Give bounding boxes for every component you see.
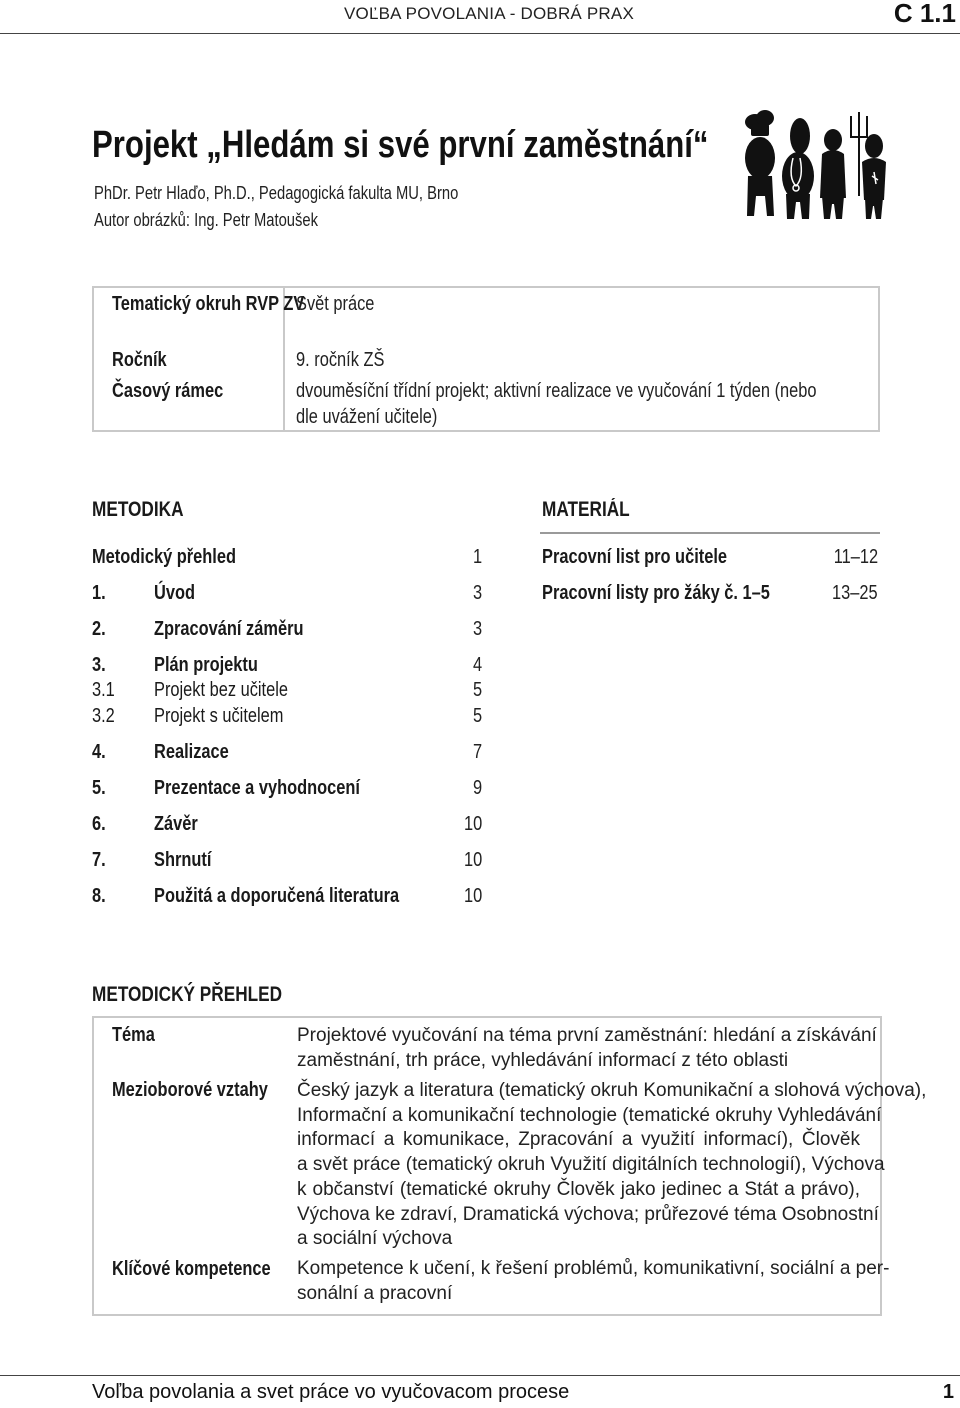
toc-item: Metodický přehled 1 — [92, 546, 482, 568]
toc-item: 6. Závěr 10 — [92, 813, 482, 835]
overview-label-topic: Téma — [112, 1024, 155, 1046]
toc-item: 7. Shrnutí 10 — [92, 849, 482, 871]
info-label-timeframe: Časový rámec — [112, 380, 224, 402]
methodology-heading: METODIKA — [92, 498, 184, 521]
toc-item: 8. Použitá a doporučená literatura 10 — [92, 885, 482, 907]
toc-subitem: 3.2 Projekt s učitelem 5 — [92, 705, 482, 727]
illustrator-line: Autor obrázků: Ing. Petr Matoušek — [94, 210, 318, 230]
overview-label-competences: Klíčové kompetence — [112, 1258, 271, 1280]
toc-subitem: 3.1 Projekt bez učitele 5 — [92, 679, 482, 701]
info-value-timeframe: dvouměsíční třídní projekt; aktivní realizace ve vyučování 1 týden (nebo dle uvážení učitele) — [296, 380, 817, 428]
author-line: PhDr. Petr Hlaďo, Ph.D., Pedagogická fakulta MU, Brno — [94, 183, 459, 203]
overview-label-cross-curricular: Mezioborové vztahy — [112, 1079, 268, 1101]
overview-value-topic: Projektové vyučování na téma první zaměstnání: hledání a získávání zaměstnání, trh práce, vyhledávání informací z této oblasti — [297, 1025, 877, 1071]
info-label-topic: Tematický okruh RVP ZV — [112, 293, 305, 315]
page-number: 1 — [942, 1381, 954, 1403]
toc-item: 5. Prezentace a vyhodnocení 9 — [92, 777, 482, 799]
authors-block — [94, 180, 538, 234]
footer-divider — [0, 1375, 960, 1376]
material-item: Pracovní list pro učitele 11–12 — [542, 546, 878, 568]
overview-value-cross-curricular: Český jazyk a literatura (tematický okruh Komunikační a slohová výchova), Informační a komunikační technologie (tematické okruhy Vyhledávání informací a komunikace, Zpracování a využití informací), Člověk a svět práce (tematický okruh Využití digitálních technologií), Výchova k občanství (tematické okruhy Člověk jako jedinec a Stát a právo), Výchova ke zdraví, Dramatická výchova; průřezové téma Osobnostní a sociální výchova — [297, 1080, 927, 1250]
toc-item: 4. Realizace 7 — [92, 741, 482, 763]
toc-item: 2. Zpracování záměru 3 — [92, 618, 482, 640]
chapter-code: C 1.1 — [893, 0, 956, 28]
overview-heading: METODICKÝ PŘEHLED — [92, 983, 283, 1006]
overview-value-competences: Kompetence k učení, k řešení problémů, komunikativní, sociální a per- sonální a pracovní — [297, 1258, 890, 1304]
material-item: Pracovní listy pro žáky č. 1–5 13–25 — [542, 582, 878, 604]
toc-item: 1. Úvod 3 — [92, 582, 482, 604]
info-value-topic: Svět práce — [296, 293, 375, 315]
info-label-grade: Ročník — [112, 349, 167, 371]
footer-publication-title: Voľba povolania a svet práce vo vyučovacom procese — [92, 1381, 570, 1403]
header-divider — [0, 33, 960, 34]
info-value-grade: 9. ročník ZŠ — [296, 349, 385, 371]
series-title: VOĽBA POVOLANIA - DOBRÁ PRAX — [344, 4, 634, 23]
materials-heading: MATERIÁL — [542, 498, 630, 521]
project-title: Projekt „Hledám si své první zaměstnání“ — [92, 124, 709, 166]
workers-silhouettes-illustration — [738, 106, 888, 222]
materials-divider — [540, 532, 880, 534]
toc-item: 3. Plán projektu 4 — [92, 654, 482, 676]
